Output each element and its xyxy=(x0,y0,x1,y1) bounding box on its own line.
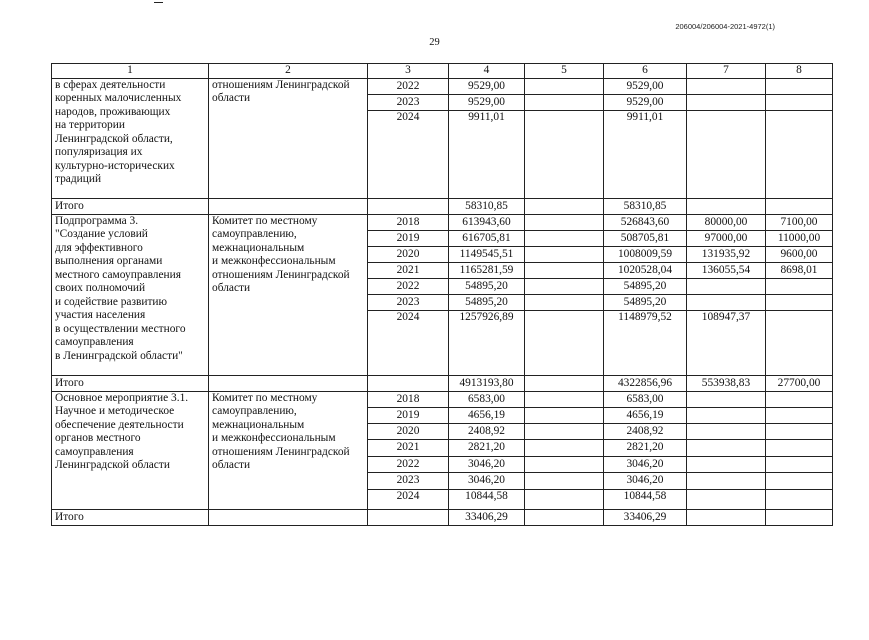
year-value: 2020 xyxy=(368,247,448,263)
amount-column-cell xyxy=(766,215,833,376)
amount-value xyxy=(687,79,765,95)
amount-value xyxy=(687,295,765,311)
executor-cell: Комитет по местному самоуправлению, межнациональным и межконфессиональным отношениям Ленинградской области xyxy=(209,215,368,376)
total-row xyxy=(52,376,833,392)
year-value: 2023 xyxy=(368,295,448,311)
total-value xyxy=(687,199,766,215)
amount-value: 6583,00 xyxy=(604,392,686,408)
year-value: 2024 xyxy=(396,311,420,323)
amount-value xyxy=(525,457,603,473)
amount-value: 9600,00 xyxy=(766,247,832,263)
amount-value xyxy=(766,111,832,199)
amount-value: 526843,60 xyxy=(604,215,686,231)
year-value: 2022 xyxy=(368,279,448,295)
column-header: 4 xyxy=(449,64,525,79)
year-value: 2024 xyxy=(396,490,420,502)
amount-value: 54895,20 xyxy=(604,295,686,311)
amount-value xyxy=(687,95,765,111)
amount-value xyxy=(525,247,603,263)
total-value xyxy=(766,199,833,215)
amount-value: 1149545,51 xyxy=(449,247,524,263)
amount-value: 10844,58 xyxy=(623,490,667,502)
amount-value xyxy=(766,490,832,510)
table-row xyxy=(52,79,833,199)
amount-value: 1008009,59 xyxy=(604,247,686,263)
amount-value: 3046,20 xyxy=(449,473,524,490)
amount-value xyxy=(525,408,603,424)
amount-column-cell xyxy=(525,79,604,199)
amount-value xyxy=(525,392,603,408)
amount-value: 54895,20 xyxy=(449,279,524,295)
amount-value xyxy=(687,111,765,199)
total-value: 58310,85 xyxy=(449,199,525,215)
amount-value xyxy=(766,457,832,473)
amount-value: 9529,00 xyxy=(449,95,524,111)
amount-value: 1020528,04 xyxy=(604,263,686,279)
total-value: 33406,29 xyxy=(604,510,687,526)
year-value: 2020 xyxy=(368,424,448,440)
amount-value: 10844,58 xyxy=(465,490,508,502)
amount-value xyxy=(766,408,832,424)
amount-value xyxy=(766,279,832,295)
amount-column-cell xyxy=(687,392,766,510)
measure-name-cell: Основное мероприятие 3.1. Научное и методическое обеспечение деятельности органов местного самоуправления Ленинградской области xyxy=(52,392,209,510)
amount-value: 7100,00 xyxy=(766,215,832,231)
amount-value xyxy=(766,392,832,408)
budget-table xyxy=(51,63,833,526)
amount-column-cell xyxy=(449,392,525,510)
amount-value xyxy=(766,473,832,490)
amount-value: 4656,19 xyxy=(449,408,524,424)
amount-value: 2821,20 xyxy=(604,440,686,457)
amount-value xyxy=(525,263,603,279)
amount-value xyxy=(687,392,765,408)
total-value: 4913193,80 xyxy=(449,376,525,392)
year-value: 2019 xyxy=(368,231,448,247)
amount-value: 3046,20 xyxy=(604,457,686,473)
year-column-cell xyxy=(368,215,449,376)
amount-column-cell xyxy=(449,215,525,376)
amount-value: 136055,54 xyxy=(687,263,765,279)
year-value: 2023 xyxy=(368,473,448,490)
year-value: 2024 xyxy=(396,111,420,123)
amount-column-cell xyxy=(604,79,687,199)
document-id: 206004/206004-2021-4972(1) xyxy=(675,22,775,31)
total-value xyxy=(687,510,766,526)
column-header: 2 xyxy=(209,64,368,79)
amount-value xyxy=(766,424,832,440)
amount-value: 131935,92 xyxy=(687,247,765,263)
year-column-cell xyxy=(368,392,449,510)
amount-value: 54895,20 xyxy=(449,295,524,311)
amount-value xyxy=(766,440,832,457)
amount-value: 613943,60 xyxy=(449,215,524,231)
total-value xyxy=(525,510,604,526)
year-value: 2022 xyxy=(368,457,448,473)
measure-name-cell: в сферах деятельности коренных малочисленных народов, проживающих на территории Ленинградской области, популяризация их культурно-исторических традиций xyxy=(52,79,209,199)
amount-value xyxy=(687,457,765,473)
margin-mark xyxy=(154,2,163,3)
amount-value xyxy=(525,279,603,295)
amount-column-cell xyxy=(604,392,687,510)
amount-value: 97000,00 xyxy=(687,231,765,247)
empty-cell xyxy=(368,510,449,526)
column-number-row xyxy=(52,64,833,79)
year-value: 2021 xyxy=(368,440,448,457)
amount-value xyxy=(525,111,603,199)
column-header: 1 xyxy=(52,64,209,79)
amount-value xyxy=(687,473,765,490)
amount-value: 108947,37 xyxy=(701,311,751,323)
year-value: 2023 xyxy=(368,95,448,111)
total-label: Итого xyxy=(52,199,209,215)
total-row xyxy=(52,510,833,526)
amount-column-cell xyxy=(766,79,833,199)
amount-value xyxy=(687,279,765,295)
year-value: 2021 xyxy=(368,263,448,279)
amount-value xyxy=(687,424,765,440)
amount-value xyxy=(525,311,603,376)
total-value: 33406,29 xyxy=(449,510,525,526)
amount-value xyxy=(687,490,765,510)
amount-value: 2821,20 xyxy=(449,440,524,457)
amount-value: 6583,00 xyxy=(449,392,524,408)
amount-value: 616705,81 xyxy=(449,231,524,247)
amount-value xyxy=(525,295,603,311)
total-value xyxy=(766,510,833,526)
page-number: 29 xyxy=(429,37,440,48)
total-label: Итого xyxy=(52,376,209,392)
amount-value: 9529,00 xyxy=(449,79,524,95)
amount-column-cell xyxy=(525,392,604,510)
executor-cell: Комитет по местному самоуправлению, межнациональным и межконфессиональным отношениям Ленинградской области xyxy=(209,392,368,510)
total-value: 4322856,96 xyxy=(604,376,687,392)
amount-value xyxy=(766,79,832,95)
table-row xyxy=(52,392,833,510)
column-header: 5 xyxy=(525,64,604,79)
amount-value: 8698,01 xyxy=(766,263,832,279)
amount-value xyxy=(766,295,832,311)
amount-value xyxy=(687,408,765,424)
total-row xyxy=(52,199,833,215)
column-header: 3 xyxy=(368,64,449,79)
table-row xyxy=(52,215,833,376)
empty-cell xyxy=(209,376,368,392)
measure-name-cell: Подпрограмма 3. "Создание условий для эффективного выполнения органами местного самоуправления своих полномочий и содействие развитию участия населения в осуществлении местного самоуправления в Ленинградской области" xyxy=(52,215,209,376)
amount-value xyxy=(525,79,603,95)
amount-value: 9911,01 xyxy=(626,111,664,123)
amount-value: 1257926,89 xyxy=(459,311,514,323)
column-header: 7 xyxy=(687,64,766,79)
total-value: 27700,00 xyxy=(766,376,833,392)
amount-value: 54895,20 xyxy=(604,279,686,295)
total-label: Итого xyxy=(52,510,209,526)
amount-value: 9529,00 xyxy=(604,95,686,111)
total-value: 553938,83 xyxy=(687,376,766,392)
amount-value: 2408,92 xyxy=(449,424,524,440)
empty-cell xyxy=(368,376,449,392)
amount-value xyxy=(766,311,832,376)
amount-value: 508705,81 xyxy=(604,231,686,247)
empty-cell xyxy=(209,199,368,215)
amount-value xyxy=(525,424,603,440)
amount-column-cell xyxy=(766,392,833,510)
amount-value: 3046,20 xyxy=(449,457,524,473)
amount-column-cell xyxy=(604,215,687,376)
column-header: 6 xyxy=(604,64,687,79)
amount-value: 2408,92 xyxy=(604,424,686,440)
amount-column-cell xyxy=(449,79,525,199)
amount-value xyxy=(525,95,603,111)
amount-value: 4656,19 xyxy=(604,408,686,424)
empty-cell xyxy=(368,199,449,215)
amount-value: 11000,00 xyxy=(766,231,832,247)
amount-value xyxy=(525,490,603,510)
amount-column-cell xyxy=(687,79,766,199)
amount-value: 9529,00 xyxy=(604,79,686,95)
year-value: 2019 xyxy=(368,408,448,424)
total-value: 58310,85 xyxy=(604,199,687,215)
amount-value xyxy=(525,473,603,490)
year-value: 2018 xyxy=(368,215,448,231)
amount-value: 1148979,52 xyxy=(618,311,672,323)
amount-value: 1165281,59 xyxy=(449,263,524,279)
amount-value xyxy=(687,440,765,457)
column-header: 8 xyxy=(766,64,833,79)
year-value: 2018 xyxy=(368,392,448,408)
amount-column-cell xyxy=(687,215,766,376)
total-value xyxy=(525,199,604,215)
amount-value: 9911,01 xyxy=(468,111,505,123)
year-column-cell xyxy=(368,79,449,199)
amount-value xyxy=(525,440,603,457)
amount-value xyxy=(525,215,603,231)
amount-value: 80000,00 xyxy=(687,215,765,231)
amount-value xyxy=(525,231,603,247)
total-value xyxy=(525,376,604,392)
executor-cell: отношениям Ленинградской области xyxy=(209,79,368,199)
amount-column-cell xyxy=(525,215,604,376)
empty-cell xyxy=(209,510,368,526)
amount-value xyxy=(766,95,832,111)
year-value: 2022 xyxy=(368,79,448,95)
amount-value: 3046,20 xyxy=(604,473,686,490)
